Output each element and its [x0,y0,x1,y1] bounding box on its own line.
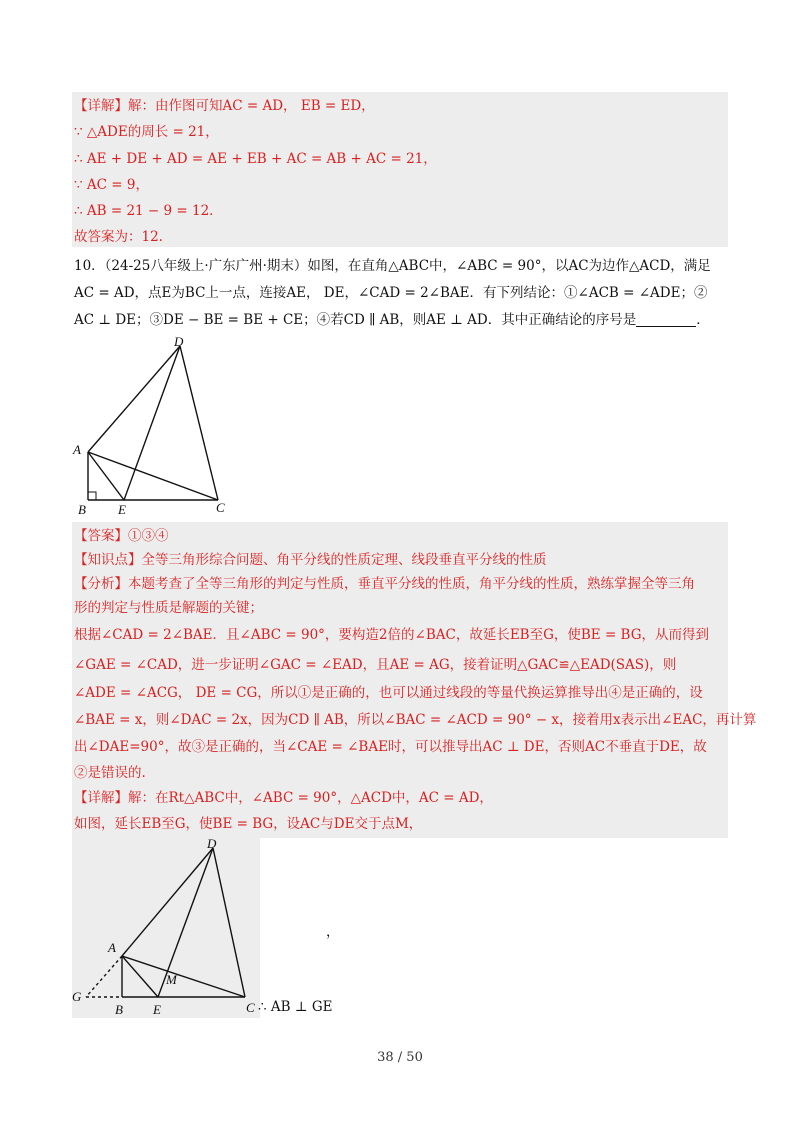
label-b: B [115,1002,123,1017]
figure-2-construction [70,834,270,1019]
detail-heading: 【详解】解：在Rt△ABC中，∠ABC = 90°，△ACD中，AC = AD， [74,790,493,806]
label-a: A [73,442,81,457]
analysis-line-3: 根据∠CAD = 2∠BAE．且∠ABC = 90°，要构造2倍的∠BAC，故延长EB至G，使BE = BG，从而得到 [74,627,710,643]
label-e: E [118,502,126,517]
question-line-3 [74,310,730,330]
label-c: C [246,1000,255,1015]
label-d: D [207,836,217,851]
label-b: B [78,502,86,517]
segment-ad [88,346,180,452]
question-line-3-end: ． [696,312,710,328]
label-d: D [174,334,184,349]
detail-line-1: 【详解】解：由作图可知AC = AD， EB = ED， [74,98,375,114]
figure-1-triangle [70,332,250,517]
figure2-tail: ∴ AB ⊥ GE [258,999,333,1015]
segment-dc [180,346,218,500]
question-line-1: 10．（24-25八年级上·广东广州·期末）如图，在直角△ABC中，∠ABC = 90°，以AC为边作△ACD，满足 [74,258,711,274]
figure2-comma: ， [326,924,340,940]
detail-line-5: ∴ AB = 21 − 9 = 12． [74,203,223,219]
label-g: G [72,989,82,1004]
segment-ag-dashed [86,956,122,997]
segment-de [124,346,180,500]
segment-ac [88,452,218,500]
label-a: A [108,940,116,955]
question-line-3-text: AC ⊥ DE；③DE − BE = BE + CE；④若CD ∥ AB，则AE ⊥ AD．其中正确结论的序号是 [74,312,637,328]
right-angle-mark [88,492,96,500]
question-line-2: AC = AD，点E为BC上一点，连接AE， DE，∠CAD = 2∠BAE．有下列结论：①∠ACB = ∠ADE；② [74,285,708,301]
label-c: C [216,500,225,515]
detail-line-4: ∵ AC = 9， [74,177,149,193]
analysis-line-1: 【分析】本题考查了全等三角形的判定与性质，垂直平分线的性质，角平分线的性质，熟练掌握全等三角 [74,576,695,592]
knowledge-point: 【知识点】全等三角形综合问题、角平分线的性质定理、线段垂直平分线的性质 [74,552,547,568]
analysis-line-4: ∠GAE = ∠CAD，进一步证明∠GAC = ∠EAD，且AE = AG，接着证明△GAC≌△EAD(SAS)，则 [74,657,677,673]
analysis-line-7: 出∠DAE=90°，故③是正确的，当∠CAE = ∠BAE时，可以推导出AC ⊥ DE，否则AC不垂直于DE，故 [74,739,707,755]
analysis-line-5: ∠ADE = ∠ACG， DE = CG，所以①是正确的，也可以通过线段的等量代换运算推导出④是正确的，设 [74,685,703,701]
detail-line-3: ∴ AE + DE + AD = AE + EB + AC = AB + AC = 21， [74,151,437,167]
label-e: E [153,1002,161,1017]
segment-ad [122,848,213,956]
analysis-line-6: ∠BAE = x，则∠DAC = 2x，因为CD ∥ AB，所以∠BAC = ∠ACD = 90° − x，接着用x表示出∠EAC，再计算 [74,712,757,728]
page-number: 38 / 50 [377,1050,423,1065]
detail-line-2: ∵ △ADE的周长 = 21， [74,124,219,140]
analysis-line-8: ②是错误的. [74,765,146,781]
analysis-line-2: 形的判定与性质是解题的关键； [74,600,263,616]
answer-blank [636,312,696,327]
segment-dc [213,848,245,997]
answer-heading: 【答案】①③④ [74,528,169,544]
detail-construction: 如图，延长EB至G，使BE = BG，设AC与DE交于点M， [74,816,423,832]
label-m: M [166,972,177,987]
answer-line: 故答案为：12. [74,229,163,245]
